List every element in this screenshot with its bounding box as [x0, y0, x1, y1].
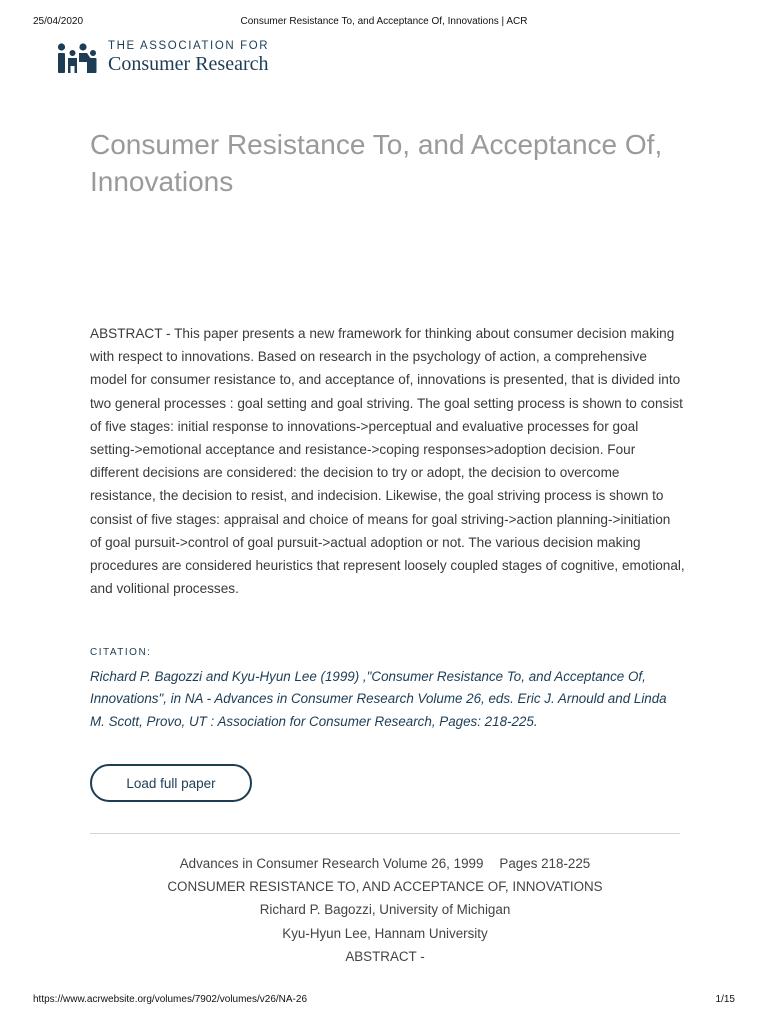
divider — [90, 833, 680, 834]
acr-people-logo-icon — [57, 42, 97, 74]
author-2: Kyu-Hyun Lee, Hannam University — [282, 925, 488, 941]
volume-info: Advances in Consumer Research Volume 26, 1999 — [179, 856, 484, 871]
load-full-paper-button[interactable]: Load full paper — [90, 764, 252, 802]
print-url: https://www.acrwebsite.org/volumes/7902/volumes/v26/NA-26 — [33, 994, 308, 1005]
print-page-number: 1/15 — [715, 994, 735, 1005]
paper-title-caps: CONSUMER RESISTANCE TO, AND ACCEPTANCE OF, INNOVATIONS — [167, 879, 603, 895]
volume-line — [90, 852, 680, 875]
author-1: Richard P. Bagozzi, University of Michigan — [259, 902, 511, 918]
print-footer — [33, 994, 735, 1008]
abstract-label: ABSTRACT - — [345, 948, 425, 964]
article-title: Consumer Resistance To, and Acceptance Of, Innovations — [90, 129, 663, 197]
acr-logo[interactable] — [57, 40, 317, 76]
print-date: 25/04/2020 — [33, 16, 84, 27]
paper-header — [90, 852, 680, 968]
print-page-title: Consumer Resistance To, and Acceptance Of, Innovations | ACR — [240, 16, 528, 27]
abstract-text: ABSTRACT - This paper presents a new framework for thinking about consumer decision making with respect to innovations. Based on research in the psychology of action, a comprehensive model for consumer resistance to, and acceptance of, innovations is presented, that is divided into two general processes : goal setting and goal striving. The goal setting process is shown to consist of five stages: initial response to innovations->perceptual and evaluative processes for goal setting->emotional acceptance and resistance->coping responses>adoption decision. Four different decisions are considered: the decision to try or adopt, the decision to overcome resistance, the decision to resist, and indecision. Likewise, the goal striving process is shown to consist of five stages: appraisal and choice of means for goal striving->action planning->initiation of goal pursuit->control of goal pursuit->actual adoption or not. The various decision making procedures are considered heuristics that represent loosely coupled stages of cognitive, emotional, and volitional processes. — [90, 326, 685, 597]
logo-text-top: THE ASSOCIATION FOR — [108, 40, 270, 52]
pages-info: Pages 218-225 — [499, 856, 591, 871]
citation-text: Richard P. Bagozzi and Kyu-Hyun Lee (1999) ,"Consumer Resistance To, and Acceptance Of, Innovations", in NA - Advances in Consumer Research Volume 26, eds. Eric J. Arnould and Linda M. Scott, Provo, UT : Association for Consumer Research, Pages: 218-225. — [90, 669, 667, 729]
logo-text-bottom: Consumer Research — [108, 53, 269, 75]
citation-label: CITATION: — [90, 647, 152, 658]
print-header — [33, 16, 735, 30]
